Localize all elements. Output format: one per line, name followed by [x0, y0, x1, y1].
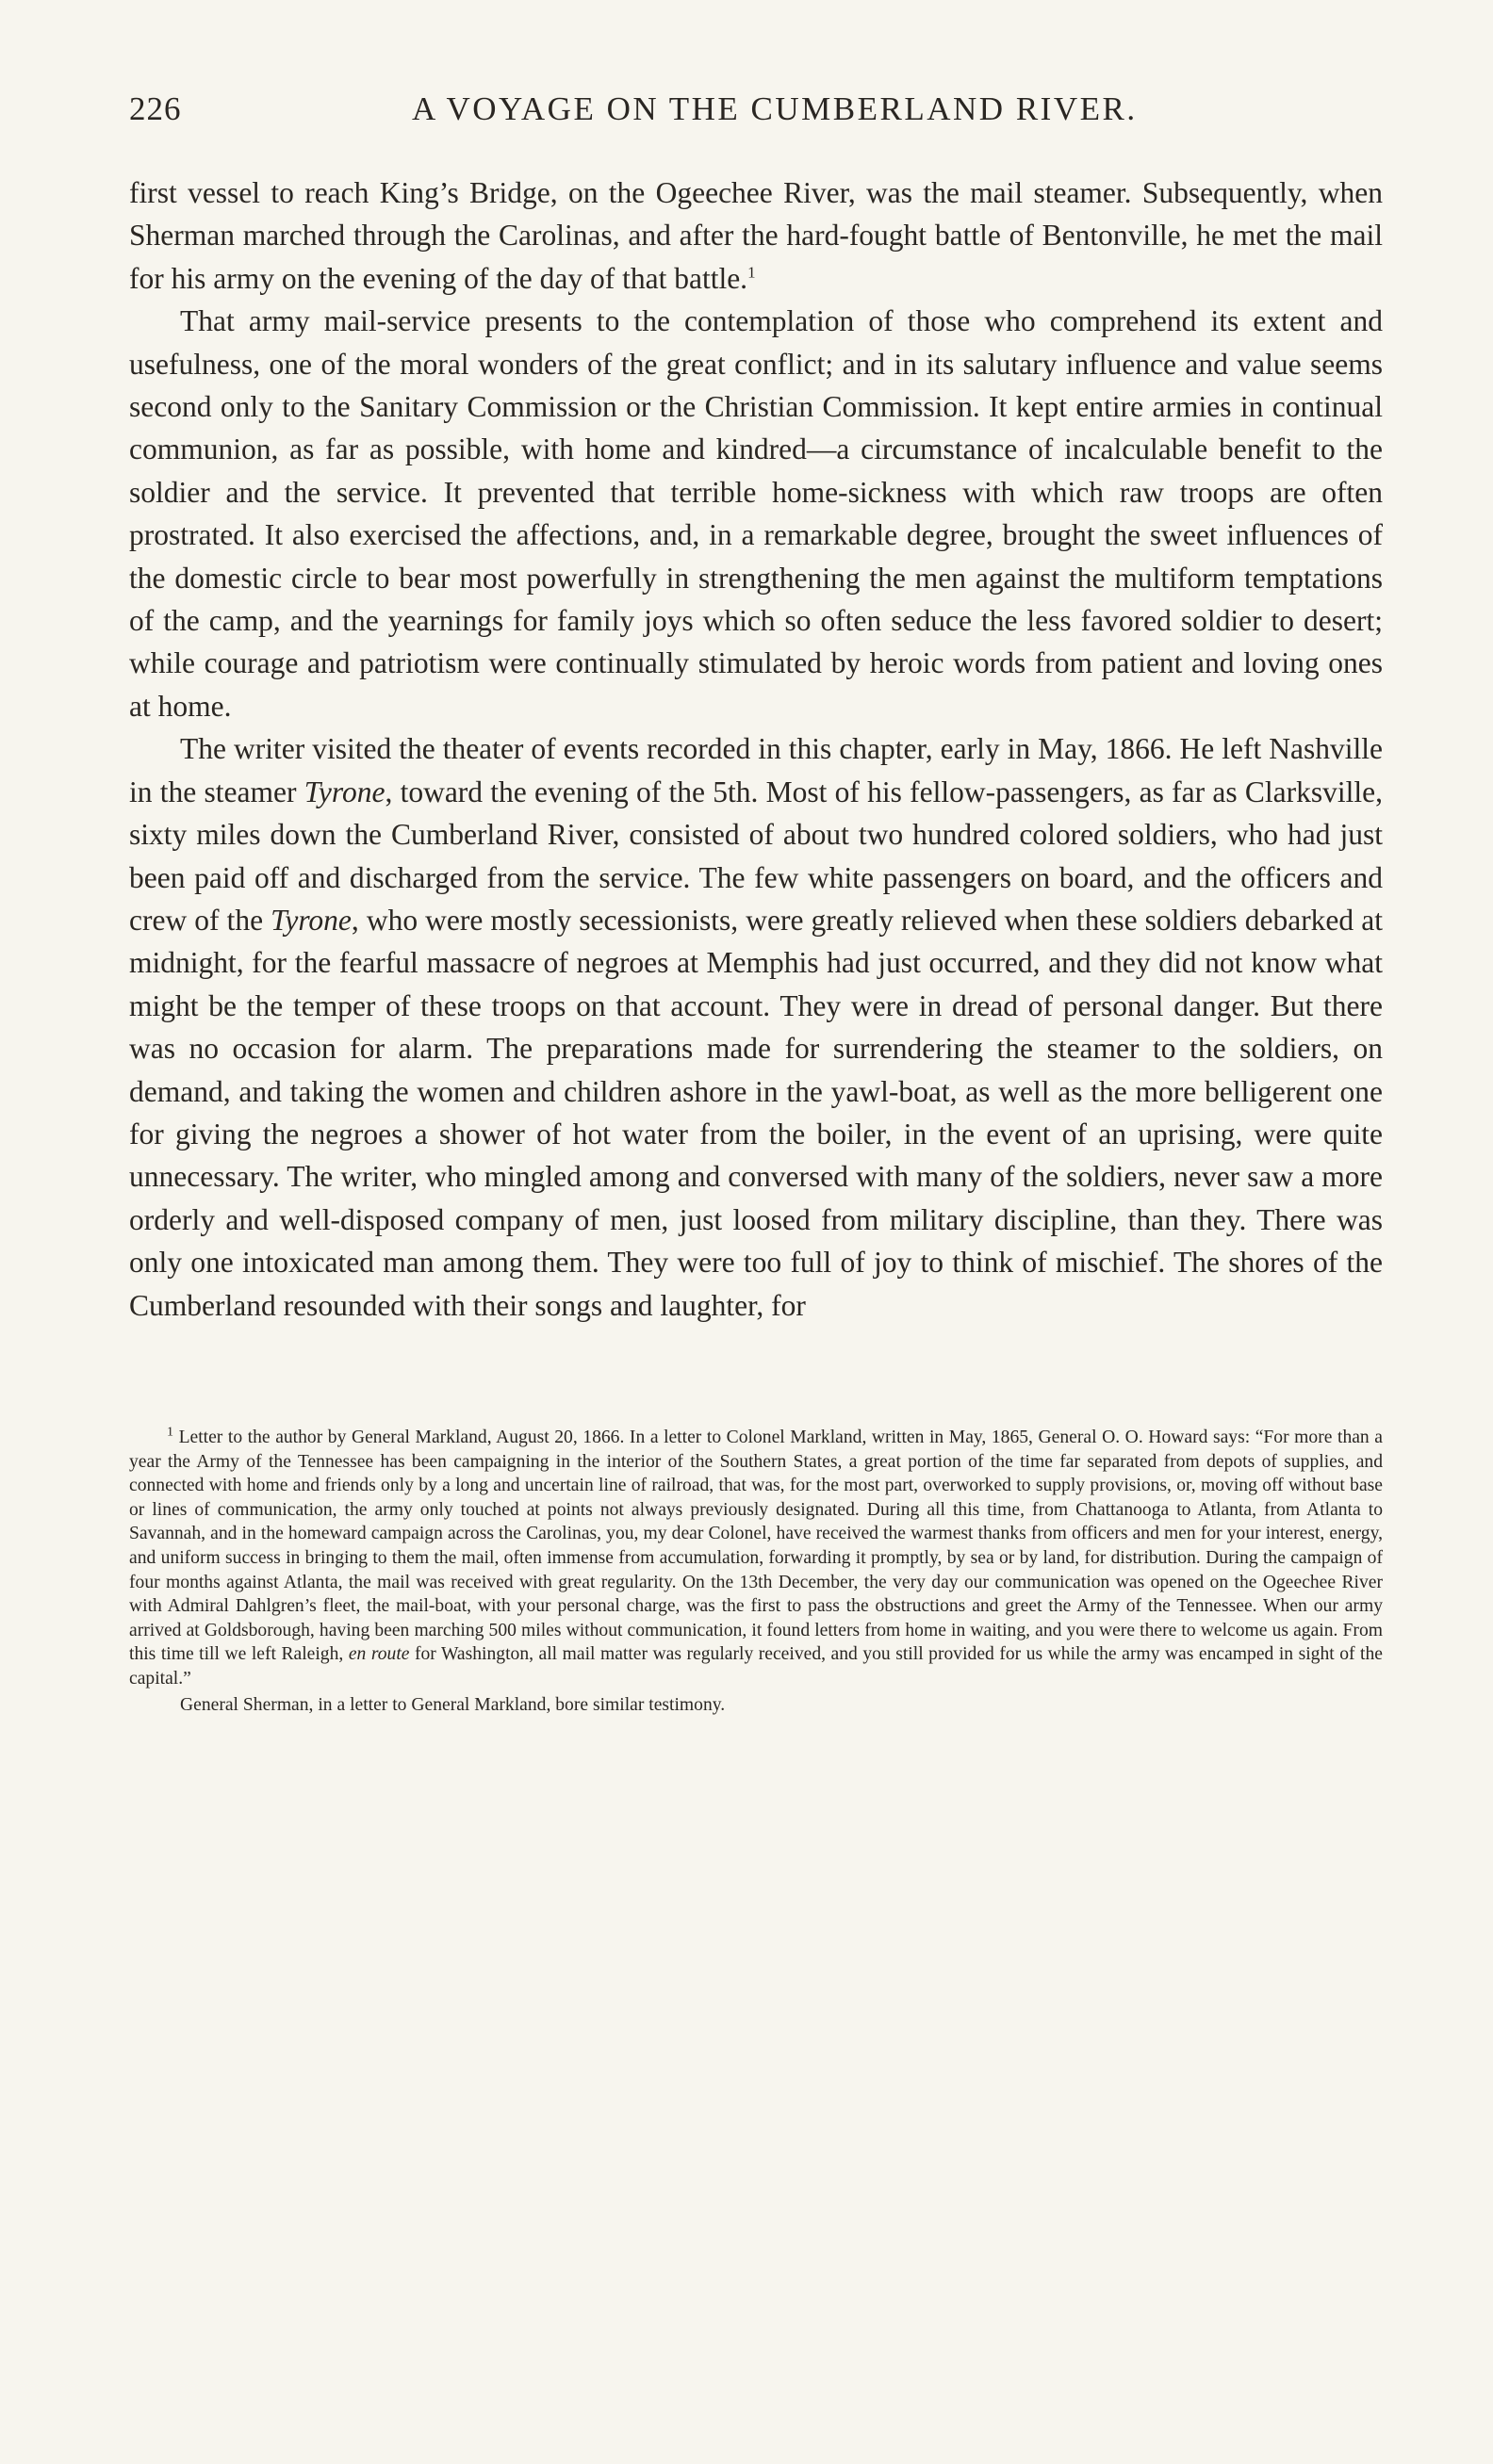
paragraph-3-part-a: The writer visited the theater of events recorded in this chapter, early in May, 1866. He left Nashville in the steamer — [129, 732, 1383, 808]
ship-name: Tyrone — [271, 903, 352, 937]
page-header — [129, 90, 1383, 132]
footnote-1 — [129, 1426, 1383, 1691]
footnote-text-a: Letter to the author by General Markland, August 20, 1866. In a letter to Colonel Markland, written in May, 1865, General O. O. Howard says: “For more than a year the Army of the Tennessee has been campaigning in the interior of the Southern States, a great portion of the time far separated from depots of supplies, and connected with home and friends only by a long and uncertain line of railroad, that was, for the most part, overworked to supply provisions, or, moving off without base or lines of communication, the army only touched at points not always previously designated. During all this time, from Chattanooga to Atlanta, from Atlanta to Savannah, and in the homeward campaign across the Carolinas, you, my dear Colonel, have received the warmest thanks from officers and men for your interest, energy, and uniform success in bringing to them the mail, often immense from accumulation, forwarding it promptly, by sea or by land, for distribution. During the campaign of four months against Atlanta, the mail was received with great regularity. On the 13th December, the very day our communication was opened on the Ogeechee River with Admiral Dahlgren’s fleet, the mail-boat, with your personal charge, was the first to pass the obstructions and greet the Army of the Tennessee. When our army arrived at Goldsborough, having been marching 500 miles without communication, it found letters from home in waiting, and you were there to welcome us again. From this time till we left Raleigh, — [129, 1428, 1383, 1665]
body-text — [129, 171, 1383, 1327]
paragraph-2: That army mail-service presents to the contemplation of those who comprehend its extent and usefulness, one of the moral wonders of the great conflict; and in its salutary influence and value seems second only to the Sanitary Commission or the Christian Commission. It kept entire armies in continual communion, as far as possible, with home and kindred—a circumstance of incalculable benefit to the soldier and the service. It prevented that terrible home-sickness with which raw troops are often prostrated. It also exercised the affections, and, in a remarkable degree, brought the sweet influences of the domestic circle to bear most powerfully in strengthening the men against the multiform temptations of the camp, and the yearnings for family joys which so often seduce the less favored soldier to desert; while courage and patriotism were continually stimulated by heroic words from patient and loving ones at home. — [129, 304, 1383, 723]
footnote-italic: en route — [348, 1644, 410, 1665]
footnotes — [129, 1426, 1383, 1717]
paragraph-1-text: first vessel to reach King’s Bridge, on the Ogeechee River, was the mail steamer. Subsequently, when Sherman marched through the Carolinas, and after the hard-fought battle of Bentonville, he met the mail for his army on the evening of the day of that battle. — [129, 176, 1383, 295]
footnote-text-b: for Washington, all mail matter was regularly received, and you still provided for us while the army was encamped in sight of the capital.” — [129, 1644, 1383, 1689]
running-title: A VOYAGE ON THE CUMBERLAND RIVER. — [412, 90, 1138, 127]
footnote-marker: 1 — [167, 1425, 173, 1440]
paragraph-3-part-c: , who were mostly secessionists, were greatly relieved when these soldiers debarked at midnight, for the fearful massacre of negroes at Memphis had just occurred, and they did not know what might be the temper of these troops on that account. They were in dread of personal danger. But there was no occasion for alarm. The preparations made for surrendering the steamer to the soldiers, on demand, and taking the women and children ashore in the yawl-boat, as well as the more belligerent one for giving the negroes a shower of hot water from the boiler, in the event of an uprising, were quite unnecessary. The writer, who mingled among and conversed with many of the soldiers, never saw a more orderly and well-disposed company of men, just loosed from military discipline, than they. There was only one intoxicated man among them. They were too full of joy to think of mischief. The shores of the Cumberland resounded with their songs and laughter, for — [129, 903, 1383, 1322]
book-page — [129, 90, 1383, 1715]
paragraph-3 — [129, 727, 1383, 1327]
paragraph-1 — [129, 171, 1383, 300]
ship-name: Tyrone — [304, 775, 386, 808]
footnote-continuation: General Sherman, in a letter to General Markland, bore similar testimony. — [180, 1694, 726, 1715]
page-number: 226 — [129, 90, 182, 127]
footnote-reference: 1 — [747, 263, 756, 282]
paragraph-3-part-b: , toward the evening of the 5th. Most of his fellow-passengers, as far as Clarksville, sixty miles down the Cumberland River, consisted of about two hundred colored soldiers, who had just been paid off and discharged from the service. The few white passengers on board, and the officers and crew of the — [129, 775, 1383, 937]
